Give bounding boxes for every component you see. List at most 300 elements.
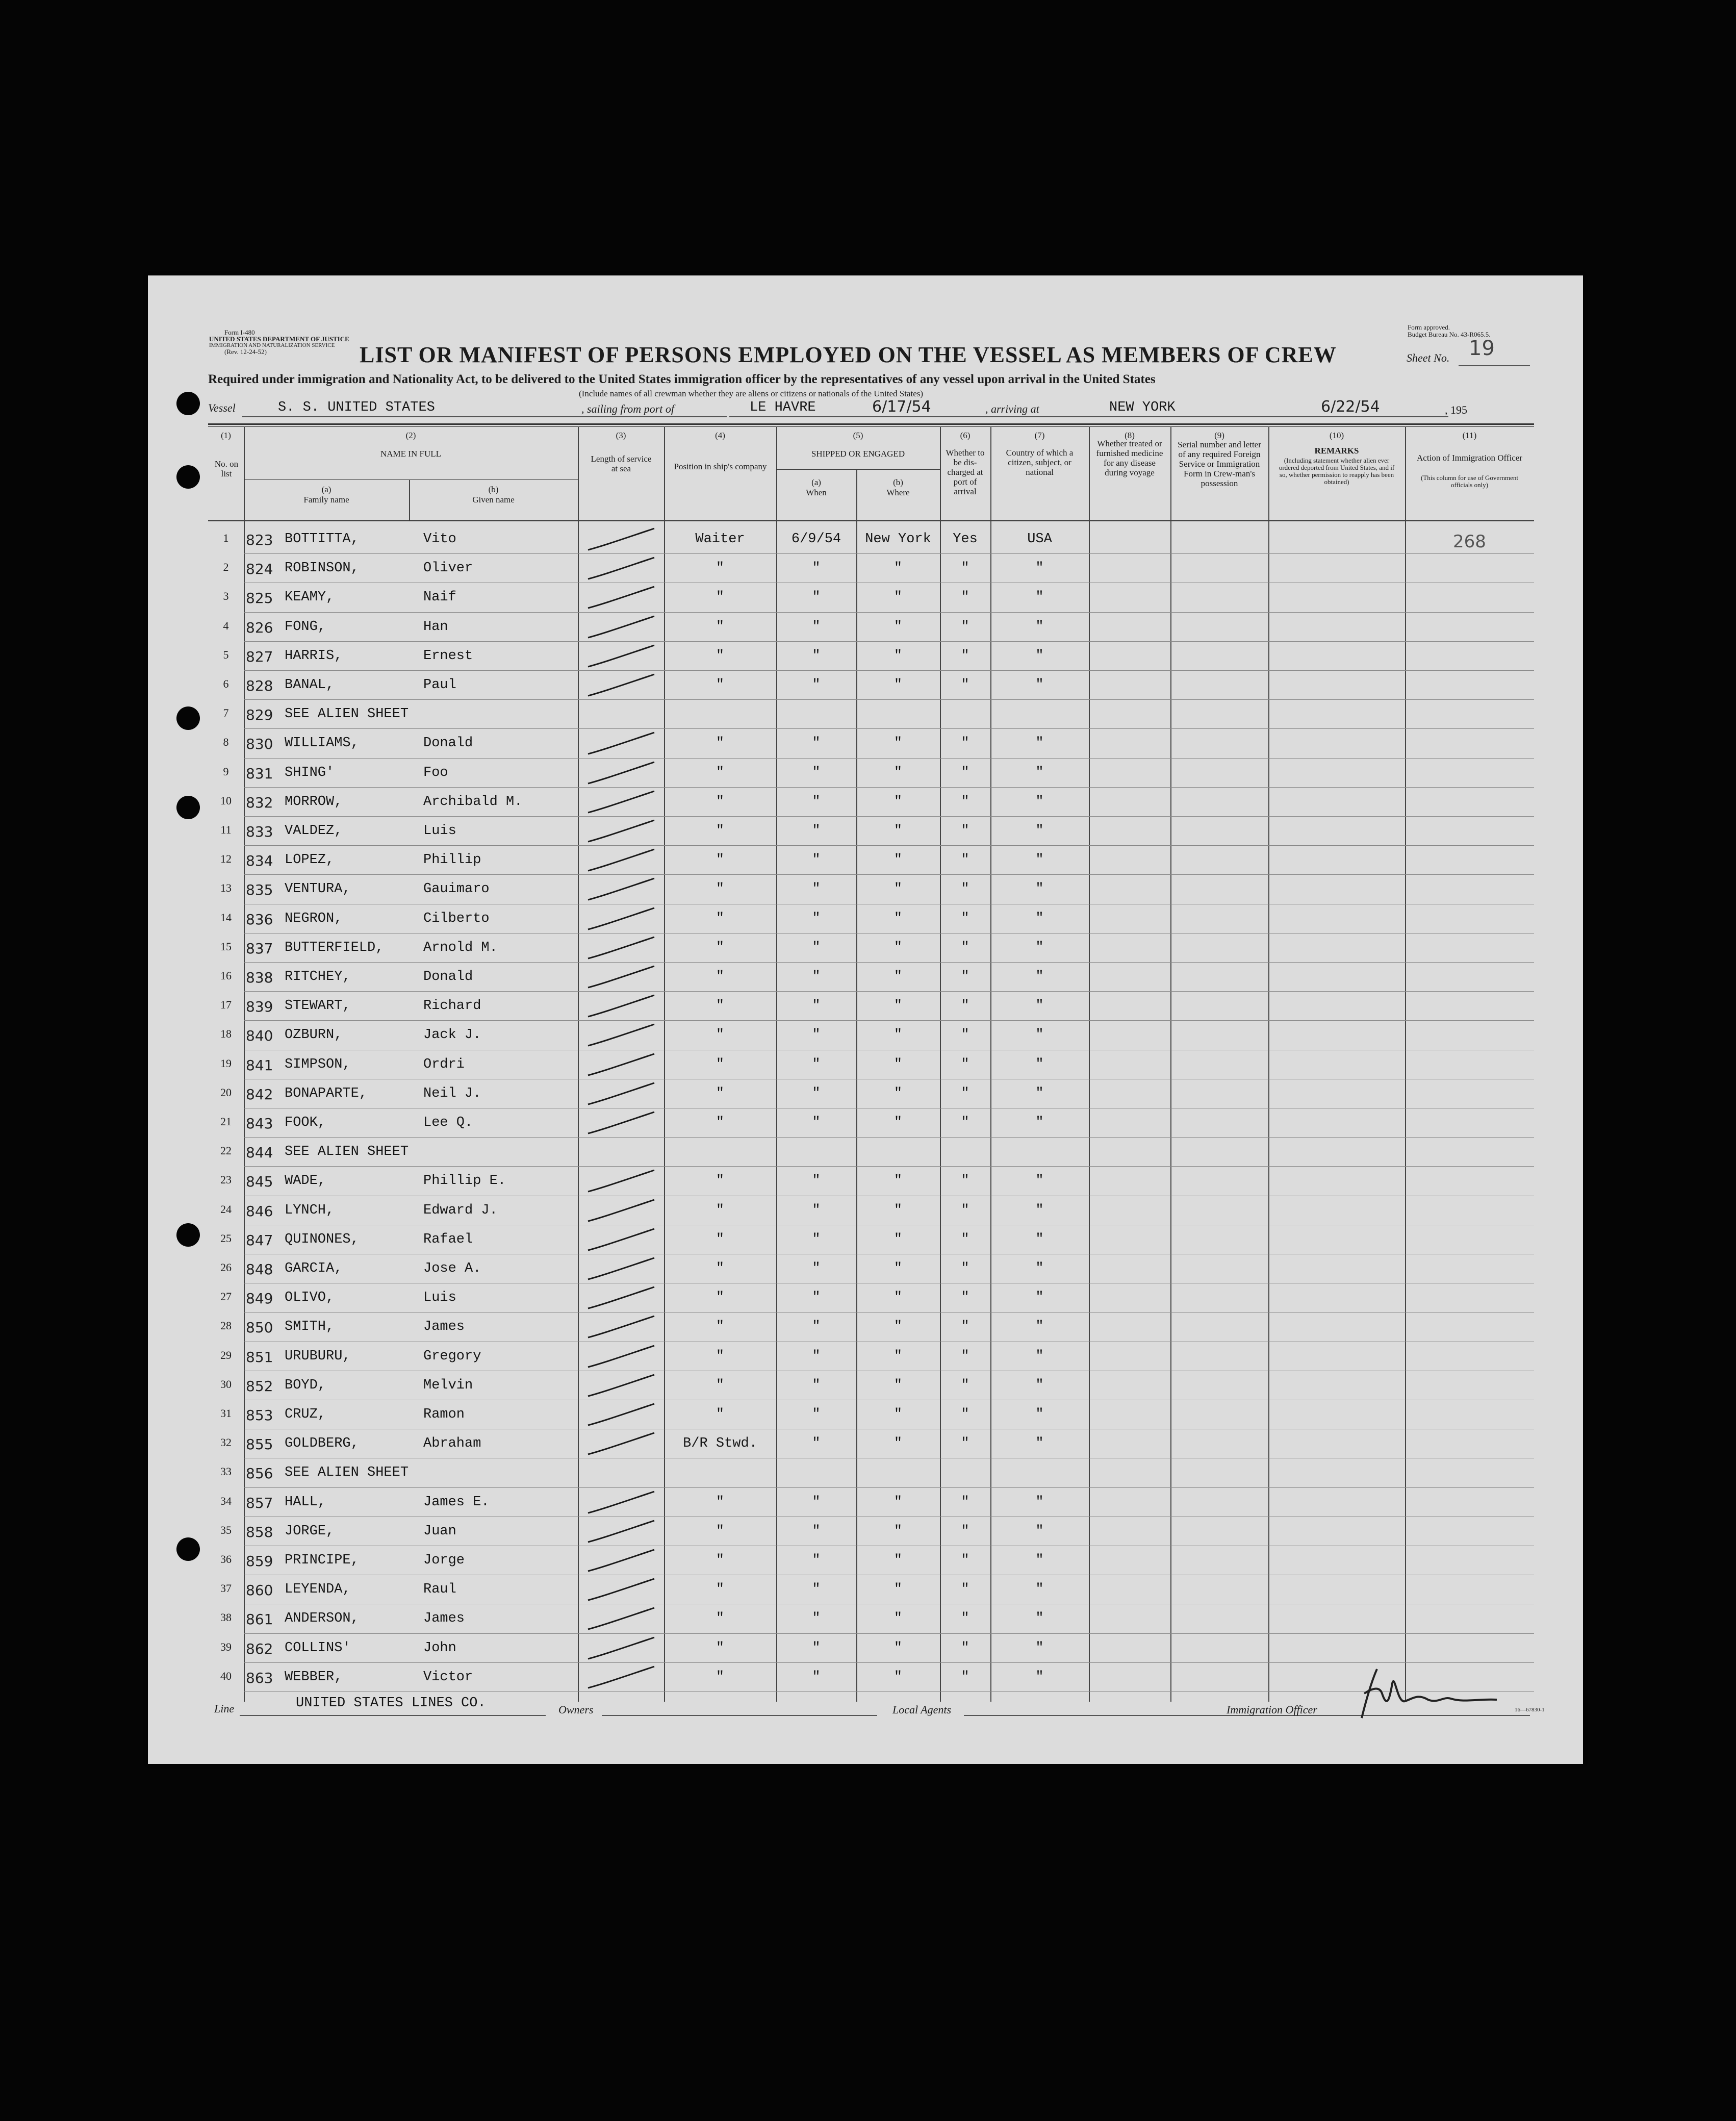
discharged-at-arrival: " [961, 1611, 969, 1627]
shipped-when: " [812, 852, 821, 868]
family-name: ROBINSON, [285, 561, 359, 576]
family-name: QUINONES, [285, 1231, 359, 1247]
given-name: Phillip [423, 852, 481, 868]
position: " [716, 1202, 725, 1218]
immigration-officer-label: Immigration Officer [1227, 1703, 1317, 1716]
given-name: James E. [423, 1494, 490, 1510]
revision: (Rev. 12-24-52) [224, 348, 267, 356]
position: " [716, 736, 725, 751]
col3-label: Length of service at sea [591, 454, 652, 473]
country-citizenship: " [1035, 1436, 1044, 1452]
line-number: 13 [220, 881, 232, 895]
line-label: Line [214, 1702, 235, 1715]
crew-list-number: 860 [246, 1582, 273, 1599]
family-name: CRUZ, [285, 1407, 326, 1422]
given-name: Arnold M. [423, 940, 498, 955]
given-name: Foo [423, 765, 448, 780]
family-name: KEAMY, [285, 590, 335, 605]
family-name: SHING' [285, 765, 335, 780]
col6-label: Whether to be dis-charged at port of arrival [946, 448, 985, 496]
position: " [716, 1348, 725, 1364]
position: " [716, 1173, 725, 1189]
service-tick-mark [578, 1107, 665, 1143]
country-citizenship: " [1035, 765, 1044, 780]
given-name: Luis [423, 823, 456, 839]
country-citizenship: " [1035, 1115, 1044, 1130]
given-name: Ernest [423, 648, 473, 664]
family-name: JORGE, [285, 1523, 335, 1539]
col9-label: Serial number and letter of any required Foreign Service or Immigration Form in Crew-man's possession [1178, 440, 1261, 488]
crew-list-number: 828 [246, 677, 273, 694]
given-name: Paul [423, 677, 456, 693]
arriving-label: , arriving at [985, 402, 1039, 415]
line-number: 33 [220, 1465, 232, 1478]
col5b-label: Where [886, 488, 910, 497]
country-citizenship: " [1035, 561, 1044, 576]
country-citizenship: " [1035, 969, 1044, 984]
country-citizenship: " [1035, 1523, 1044, 1539]
arrival-port: NEW YORK [1109, 400, 1176, 415]
col10-label: REMARKS [1314, 446, 1359, 456]
crew-list-number: 832 [246, 794, 273, 811]
see-alien-sheet-note: SEE ALIEN SHEET [285, 706, 409, 722]
shipped-when: " [812, 940, 821, 955]
position: " [716, 1027, 725, 1043]
line-number: 22 [220, 1144, 232, 1157]
crew-list-number: 839 [246, 998, 273, 1016]
binder-hole [176, 392, 200, 415]
family-name: OZBURN, [285, 1027, 343, 1043]
shipped-where: " [893, 1348, 903, 1364]
line-number: 35 [220, 1523, 232, 1536]
given-name: James [423, 1319, 465, 1335]
row-separator [244, 1166, 1534, 1167]
crew-list-number: 853 [246, 1407, 273, 1424]
shipped-when: 6/9/54 [791, 532, 841, 547]
position: " [716, 852, 725, 868]
given-name: Rafael [423, 1231, 473, 1247]
discharged-at-arrival: " [961, 1523, 969, 1539]
shipped-when: " [812, 1027, 821, 1043]
shipped-when: " [812, 794, 821, 810]
col2b-number: (b) [488, 485, 499, 494]
row-separator [244, 1137, 1534, 1138]
family-name: BOYD, [285, 1377, 326, 1393]
see-alien-sheet-note: SEE ALIEN SHEET [285, 1465, 409, 1481]
discharged-at-arrival: " [961, 1669, 969, 1685]
crew-list-number: 852 [246, 1377, 273, 1395]
crew-list-number: 856 [246, 1465, 273, 1482]
binder-hole [176, 706, 200, 730]
country-citizenship: " [1035, 1669, 1044, 1685]
discharged-at-arrival: " [961, 1085, 969, 1101]
country-citizenship: " [1035, 1377, 1044, 1393]
family-name: WEBBER, [285, 1669, 343, 1685]
given-name: Juan [423, 1523, 456, 1539]
shipped-where: " [893, 1115, 903, 1130]
shipped-where: " [893, 1407, 903, 1422]
sailing-date: 6/17/54 [872, 398, 931, 416]
discharged-at-arrival: " [961, 648, 969, 664]
shipped-where: " [893, 911, 903, 926]
family-name: VENTURA, [285, 881, 351, 897]
discharged-at-arrival: " [961, 940, 969, 955]
position: " [716, 1319, 725, 1335]
given-name: Raul [423, 1582, 456, 1598]
shipped-where: " [893, 1231, 903, 1247]
position: " [716, 1377, 725, 1393]
crew-list-number: 824 [246, 561, 273, 578]
shipped-where: " [893, 1027, 903, 1043]
row-separator [244, 1662, 1534, 1663]
col5b-number: (b) [893, 477, 903, 487]
col4-number: (4) [715, 431, 725, 440]
discharged-at-arrival: " [961, 1377, 969, 1393]
row-separator [244, 699, 1534, 700]
country-citizenship: " [1035, 940, 1044, 955]
shipped-when: " [812, 1553, 821, 1568]
crew-list-number: 830 [246, 736, 273, 753]
row-separator [244, 1020, 1534, 1021]
country-citizenship: " [1035, 619, 1044, 635]
position: " [716, 998, 725, 1014]
shipped-when: " [812, 590, 821, 605]
given-name: Lee Q. [423, 1115, 473, 1130]
discharged-at-arrival: " [961, 1348, 969, 1364]
family-name: GARCIA, [285, 1261, 343, 1276]
country-citizenship: " [1035, 881, 1044, 897]
position: " [716, 911, 725, 926]
shipped-where: " [893, 1582, 903, 1598]
shipped-where: " [893, 852, 903, 868]
row-separator [244, 670, 1534, 671]
col2-number: (2) [405, 431, 416, 440]
position: B/R Stwd. [683, 1436, 757, 1452]
discharged-at-arrival: " [961, 969, 969, 984]
family-name: SIMPSON, [285, 1056, 351, 1072]
family-name: WILLIAMS, [285, 736, 359, 751]
binder-hole [176, 796, 200, 819]
row-separator [244, 728, 1534, 729]
country-citizenship: " [1035, 648, 1044, 664]
line-number: 40 [220, 1669, 232, 1682]
crew-list-number: 859 [246, 1553, 273, 1570]
country-citizenship: " [1035, 1319, 1044, 1335]
crew-list-number: 847 [246, 1231, 273, 1249]
printer-code: 16—67830-1 [1515, 1707, 1545, 1713]
given-name: Gauimaro [423, 881, 490, 897]
country-citizenship: " [1035, 911, 1044, 926]
col1-label: No. on list [214, 459, 239, 478]
discharged-at-arrival: " [961, 823, 969, 839]
col11-number: (11) [1462, 431, 1477, 440]
position: " [716, 561, 725, 576]
family-name: FOOK, [285, 1115, 326, 1130]
discharged-at-arrival: " [961, 794, 969, 810]
crew-list-number: 849 [246, 1290, 273, 1307]
country-citizenship: USA [1027, 532, 1052, 547]
shipped-where: " [893, 561, 903, 576]
country-citizenship: " [1035, 1290, 1044, 1306]
row-separator [244, 962, 1534, 963]
family-name: LYNCH, [285, 1202, 335, 1218]
position: " [716, 823, 725, 839]
year-label: , 195 [1445, 403, 1467, 416]
col8-label: Whether treated or furnished medicine for any disease during voyage [1096, 439, 1163, 477]
crew-list-number: 858 [246, 1523, 273, 1541]
shipped-when: " [812, 1611, 821, 1627]
row-separator [244, 991, 1534, 992]
owners-label: Owners [558, 1703, 594, 1716]
see-alien-sheet-note: SEE ALIEN SHEET [285, 1144, 409, 1160]
sailing-label: , sailing from port of [581, 402, 674, 415]
col4-label: Position in ship's company [674, 462, 767, 471]
shipped-where: " [893, 1085, 903, 1101]
row-separator [244, 787, 1534, 788]
country-citizenship: " [1035, 1231, 1044, 1247]
line-number: 3 [223, 590, 229, 603]
officer-signature [1341, 1663, 1504, 1724]
given-name: Victor [423, 1669, 473, 1685]
col2-label: NAME IN FULL [380, 449, 441, 459]
given-name: Jose A. [423, 1261, 481, 1276]
country-citizenship: " [1035, 794, 1044, 810]
col1-number: (1) [221, 431, 231, 440]
discharged-at-arrival: " [961, 1173, 969, 1189]
given-name: Ordri [423, 1056, 465, 1072]
shipped-when: " [812, 1115, 821, 1130]
crew-list-number: 863 [246, 1669, 273, 1686]
crew-list-number: 844 [246, 1144, 273, 1162]
shipped-where: " [893, 998, 903, 1014]
form-title: LIST OR MANIFEST OF PERSONS EMPLOYED ON THE VESSEL AS MEMBERS OF CREW [360, 342, 1337, 367]
country-citizenship: " [1035, 1085, 1044, 1101]
discharged-at-arrival: " [961, 1494, 969, 1510]
family-name: URUBURU, [285, 1348, 351, 1364]
shipped-when: " [812, 1173, 821, 1189]
discharged-at-arrival: " [961, 765, 969, 780]
shipped-when: " [812, 1290, 821, 1306]
position: " [716, 590, 725, 605]
crew-list-number: 850 [246, 1319, 273, 1336]
shipped-where: " [893, 1290, 903, 1306]
shipped-when: " [812, 823, 821, 839]
discharged-at-arrival: " [961, 1202, 969, 1218]
line-number: 34 [220, 1494, 232, 1507]
crew-list-number: 823 [246, 532, 273, 548]
col10-note: (Including statement whether alien ever ordered deported from United States, and if so, whether permission to reapply has been obtained) [1279, 457, 1395, 486]
position: " [716, 1261, 725, 1276]
country-citizenship: " [1035, 736, 1044, 751]
crew-list-number: 840 [246, 1027, 273, 1045]
col5a-number: (a) [811, 477, 821, 487]
service-tick-mark [578, 1428, 665, 1463]
shipped-when: " [812, 1582, 821, 1598]
given-name: Ramon [423, 1407, 465, 1422]
given-name: Cilberto [423, 911, 490, 926]
line-number: 18 [220, 1027, 232, 1041]
line-number: 32 [220, 1436, 232, 1449]
shipped-when: " [812, 881, 821, 897]
given-name: Neil J. [423, 1085, 481, 1101]
department: UNITED STATES DEPARTMENT OF JUSTICE [209, 335, 349, 343]
country-citizenship: " [1035, 1261, 1044, 1276]
crew-list-number: 845 [246, 1173, 273, 1191]
position: " [716, 1611, 725, 1627]
shipped-where: " [893, 1611, 903, 1627]
given-name: Luis [423, 1290, 456, 1306]
position: " [716, 765, 725, 780]
country-citizenship: " [1035, 1173, 1044, 1189]
shipped-where: " [893, 1202, 903, 1218]
crew-list-number: 862 [246, 1640, 273, 1657]
discharged-at-arrival: " [961, 852, 969, 868]
line-number: 8 [223, 736, 229, 749]
position: " [716, 1553, 725, 1568]
shipped-where: " [893, 1377, 903, 1393]
shipped-when: " [812, 619, 821, 635]
vessel-name: S. S. UNITED STATES [278, 400, 435, 415]
shipped-when: " [812, 911, 821, 926]
discharged-at-arrival: " [961, 1436, 969, 1452]
discharged-at-arrival: " [961, 1640, 969, 1656]
given-name: Jorge [423, 1553, 465, 1568]
country-citizenship: " [1035, 1494, 1044, 1510]
position: " [716, 1115, 725, 1130]
position: " [716, 648, 725, 664]
shipped-where: New York [865, 532, 931, 547]
line-number: 39 [220, 1640, 232, 1653]
required-statement: Required under immigration and Nationality Act, to be delivered to the United States immigration officer by the representatives of any vessel upon arrival in the United States [208, 372, 1156, 386]
discharged-at-arrival: " [961, 619, 969, 635]
shipped-where: " [893, 1056, 903, 1072]
shipped-when: " [812, 1407, 821, 1422]
line-number: 5 [223, 648, 229, 661]
line-number: 24 [220, 1202, 232, 1216]
line-number: 7 [223, 706, 229, 720]
crew-list-number: 836 [246, 911, 273, 928]
row-separator [244, 641, 1534, 642]
discharged-at-arrival: " [961, 998, 969, 1014]
crew-list-number: 848 [246, 1261, 273, 1278]
country-citizenship: " [1035, 1611, 1044, 1627]
shipped-when: " [812, 1494, 821, 1510]
country-citizenship: " [1035, 823, 1044, 839]
country-citizenship: " [1035, 1056, 1044, 1072]
col11-note: (This column for use of Government officials only) [1421, 474, 1518, 489]
col7-number: (7) [1034, 431, 1045, 440]
position: " [716, 1640, 725, 1656]
country-citizenship: " [1035, 677, 1044, 693]
given-name: Oliver [423, 561, 473, 576]
crew-list-number: 835 [246, 881, 273, 899]
family-name: STEWART, [285, 998, 351, 1014]
line-number: 10 [220, 794, 232, 807]
shipped-where: " [893, 1553, 903, 1568]
position: " [716, 881, 725, 897]
country-citizenship: " [1035, 1348, 1044, 1364]
family-name: BUTTERFIELD, [285, 940, 384, 955]
position: " [716, 1523, 725, 1539]
crew-list-number: 827 [246, 648, 273, 665]
row-separator [244, 1691, 1534, 1692]
country-citizenship: " [1035, 998, 1044, 1014]
shipped-when: " [812, 1436, 821, 1452]
col11-label: Action of Immigration Officer [1417, 453, 1522, 463]
discharged-at-arrival: " [961, 1290, 969, 1306]
position: " [716, 1407, 725, 1422]
shipped-where: " [893, 648, 903, 664]
given-name: Donald [423, 736, 473, 751]
line-number: 23 [220, 1173, 232, 1186]
line-number: 16 [220, 969, 232, 982]
family-name: NEGRON, [285, 911, 343, 926]
line-number: 27 [220, 1290, 232, 1303]
col2a-label: Family name [303, 495, 349, 504]
family-name: VALDEZ, [285, 823, 343, 839]
include-note: (Include names of all crewman whether they are aliens or citizens or nationals of the United States) [579, 389, 924, 398]
line-number: 21 [220, 1115, 232, 1128]
shipped-where: " [893, 881, 903, 897]
discharged-at-arrival: " [961, 1056, 969, 1072]
position: " [716, 1290, 725, 1306]
shipped-when: " [812, 1523, 821, 1539]
given-name: Richard [423, 998, 481, 1014]
given-name: Donald [423, 969, 473, 984]
country-citizenship: " [1035, 852, 1044, 868]
line-number: 12 [220, 852, 232, 866]
position: " [716, 677, 725, 693]
line-number: 19 [220, 1056, 232, 1070]
shipped-when: " [812, 1377, 821, 1393]
line-number: 20 [220, 1085, 232, 1099]
col2b-label: Given name [472, 495, 515, 504]
shipped-when: " [812, 648, 821, 664]
col7-label: Country of which a citizen, subject, or national [1006, 448, 1074, 477]
given-name: Abraham [423, 1436, 481, 1452]
family-name: OLIVO, [285, 1290, 335, 1306]
row-separator [244, 1633, 1534, 1634]
family-name: COLLINS' [285, 1640, 351, 1656]
crew-list-number: 833 [246, 823, 273, 840]
col5-label: SHIPPED OR ENGAGED [811, 449, 905, 459]
country-citizenship: " [1035, 1640, 1044, 1656]
row-separator [244, 612, 1534, 613]
discharged-at-arrival: Yes [953, 532, 978, 547]
row-separator [244, 845, 1534, 846]
family-name: BONAPARTE, [285, 1085, 368, 1101]
shipped-when: " [812, 1056, 821, 1072]
vessel-label: Vessel [208, 401, 236, 414]
shipped-when: " [812, 1202, 821, 1218]
family-name: ANDERSON, [285, 1611, 359, 1627]
line-number: 11 [220, 823, 232, 836]
shipped-where: " [893, 1436, 903, 1452]
line-number: 28 [220, 1319, 232, 1332]
discharged-at-arrival: " [961, 1027, 969, 1043]
form-approved: Form approved. [1408, 323, 1450, 331]
budget-bureau: Budget Bureau No. 43-R065.5. [1408, 331, 1491, 338]
row-separator [244, 758, 1534, 759]
position: " [716, 1085, 725, 1101]
shipped-where: " [893, 1640, 903, 1656]
crew-list-number: 855 [246, 1436, 273, 1453]
line-number: 1 [223, 532, 229, 544]
family-name: HALL, [285, 1494, 326, 1510]
discharged-at-arrival: " [961, 1261, 969, 1276]
family-name: SMITH, [285, 1319, 335, 1335]
position: " [716, 619, 725, 635]
